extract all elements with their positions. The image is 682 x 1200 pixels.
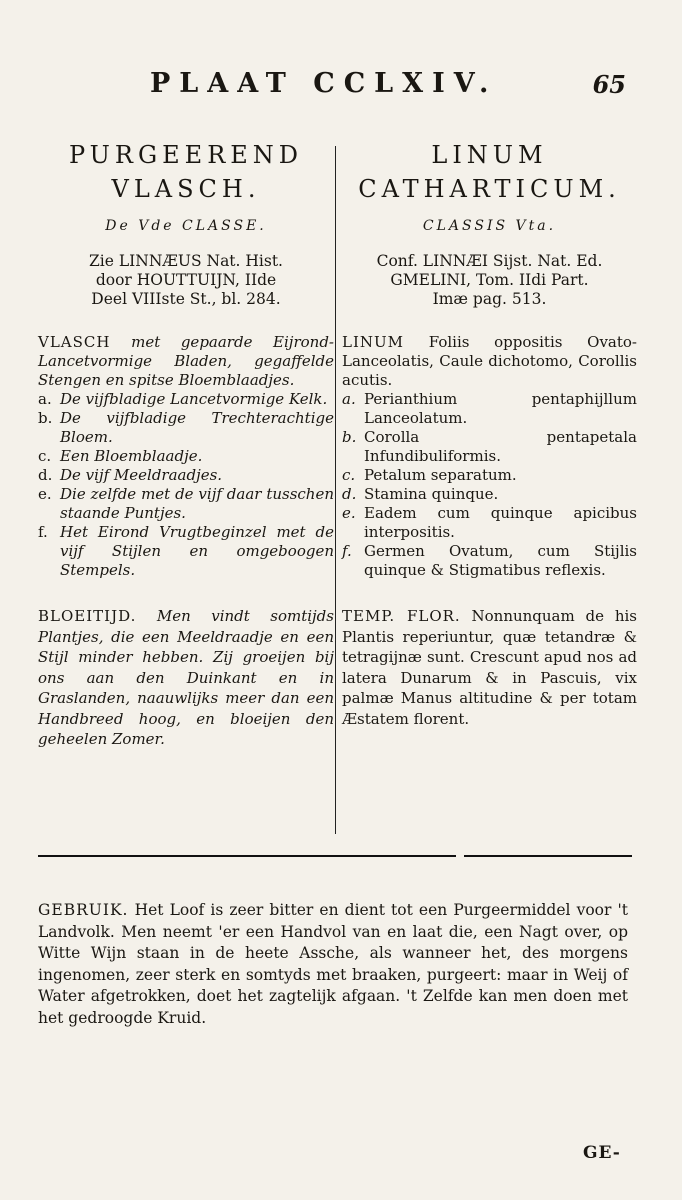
item-letter: f. [342,542,352,560]
item-text: De vijfbladige Lancetvormige Kelk. [60,390,328,408]
latin-column [342,138,637,729]
dutch-classe: De Vde CLASSE. [105,218,267,234]
item-letter: c. [38,447,52,465]
section-rule [38,855,638,865]
page-header [0,68,682,108]
latin-reference [342,252,637,309]
latin-description [342,333,637,390]
list-item [38,485,334,523]
item-text: Het Eirond Vrugtbeginzel met de vijf Stijlen en omgeboogen Stempels. [60,523,334,579]
item-letter: a. [342,390,356,408]
dutch-bloei-text: Men vindt somtijds Plantjes, die een Meeldraadje en een Stijl minder hebben. Zij groeijen bij ons aan den Duinkant en in Graslanden, naauwlijks meer dan een Handbreed hoog, en bloeijen den geheelen Zomer. [38,607,334,748]
item-letter: d. [38,466,53,484]
list-item [342,428,637,466]
latin-flowering-note [342,606,637,729]
latin-heading-2: CATHARTICUM. [358,175,621,203]
dutch-ref-line: door HOUTTUIJN, IIde [95,271,277,289]
dutch-flowering-note [38,606,334,750]
dutch-ref-line: Deel VIIIste St., bl. 284. [91,290,281,308]
dutch-item-list [38,390,334,580]
latin-ref-line: GMELINI, Tom. IIdi Part. [390,271,589,289]
item-text: Stamina quinque. [364,485,499,503]
rule-segment [464,855,632,857]
item-letter: e. [342,504,356,522]
item-text: Perianthium pentaphijllum Lanceolatum. [364,390,637,427]
dutch-reference [38,252,334,309]
latin-heading-1: LINUM [431,141,548,169]
item-text: Corolla pentapetala Infundibuliformis. [364,428,637,465]
dutch-heading-1: PURGEEREND [68,141,304,169]
list-item [342,466,637,485]
item-text: De vijf Meeldraadjes. [60,466,223,484]
item-text: Eadem cum quinque apicibus interpositis. [364,504,637,541]
usage-text: Het Loof is zeer bitter en dient tot een Purgeermiddel voor 't Landvolk. Men neemt 'er een Handvol van en laat die, een Nagt over, op Witte Wijn staan in de heete Assche, als wanneer het, des morgens ingenomen, zeer sterk en somtyds met braaken, purgeert: maar in Weij of Water afgetrokken, doet het zagtelijk afgaan. 't Zelfde kan men doen met het gedroogde Kruid. [38,901,628,1027]
dutch-desc-lead: VLASCH [38,333,111,351]
usage-paragraph [38,900,628,1029]
item-text: Een Bloemblaadje. [60,447,203,465]
latin-ref-line: Imæ pag. 513. [432,290,547,308]
list-item [342,542,637,580]
catchword: GE- [583,1143,621,1163]
list-item [38,390,334,409]
dutch-description [38,333,334,390]
dutch-desc-text: met gepaarde Eijrond-Lancetvormige Bladen, gegaffelde Stengen en spitse Bloemblaadjes. [38,333,334,389]
latin-classe: CLASSIS Vta. [422,218,557,234]
list-item [38,447,334,466]
list-item [342,390,637,428]
item-letter: b. [38,409,53,427]
list-item [342,485,637,504]
item-letter: a. [38,390,52,408]
latin-desc-text: Foliis oppositis Ovato-Lanceolatis, Caule dichotomo, Corollis acutis. [342,333,637,389]
latin-bloei-lead: TEMP. FLOR. [342,607,461,625]
page-number: 65 [592,70,626,99]
list-item [342,504,637,542]
item-letter: e. [38,485,52,503]
rule-segment [38,855,456,857]
list-item [38,523,334,580]
latin-item-list [342,390,637,580]
item-text: De vijfbladige Trechterachtige Bloem. [60,409,334,446]
item-letter: c. [342,466,356,484]
dutch-bloei-lead: BLOEITIJD. [38,607,137,625]
plate-title: PLAAT CCLXIV. [150,68,498,99]
usage-lead: GEBRUIK. [38,901,129,919]
list-item [38,409,334,447]
item-text: Petalum separatum. [364,466,517,484]
item-text: Die zelfde met de vijf daar tusschen staande Puntjes. [60,485,334,522]
column-divider [335,146,336,834]
item-text: Germen Ovatum, cum Stijlis quinque & Stigmatibus reflexis. [364,542,637,579]
dutch-column [38,138,334,750]
list-item [38,466,334,485]
item-letter: f. [38,523,48,541]
dutch-heading-2: VLASCH. [111,175,261,203]
dutch-ref-line: Zie LINNÆUS Nat. Hist. [89,252,283,270]
latin-desc-lead: LINUM [342,333,405,351]
item-letter: b. [342,428,357,446]
item-letter: d. [342,485,357,503]
latin-ref-line: Conf. LINNÆI Sijst. Nat. Ed. [376,252,603,270]
latin-bloei-text: Nonnunquam de his Plantis reperiuntur, quæ tetandræ & tetragijnæ sunt. Crescunt apud nos ad latera Dunarum & in Pascuis, vix palmæ Manus altitudine & per totam Æstatem florent. [342,607,637,728]
